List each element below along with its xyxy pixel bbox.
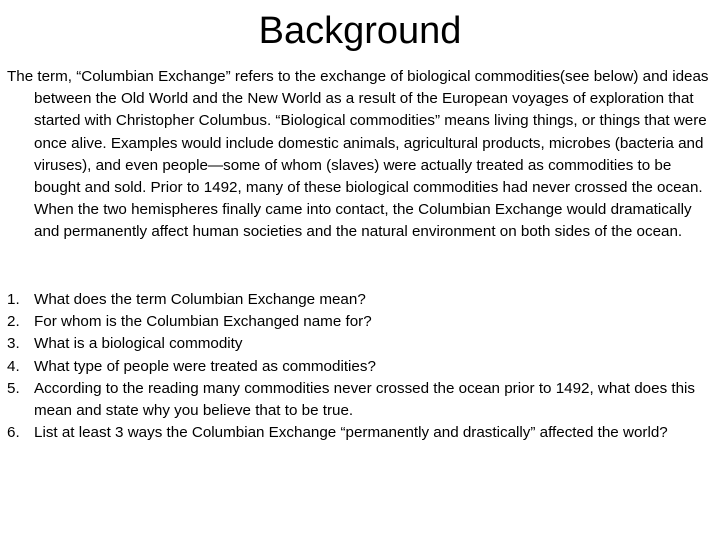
question-list <box>7 289 713 444</box>
question-text: What type of people were treated as commodities? <box>34 357 376 375</box>
question-text: List at least 3 ways the Columbian Exchange “permanently and drastically” affected the world? <box>34 424 668 442</box>
question-item <box>7 311 713 333</box>
question-text: What is a biological commodity <box>34 335 243 353</box>
question-number: 3. <box>7 335 20 353</box>
question-number: 4. <box>7 357 20 375</box>
question-number: 5. <box>7 379 20 397</box>
question-item <box>7 378 713 422</box>
question-item <box>7 333 713 355</box>
question-text: According to the reading many commodities never crossed the ocean prior to 1492, what does this mean and state why you believe that to be true. <box>34 379 696 420</box>
intro-paragraph: The term, “Columbian Exchange” refers to the exchange of biological commodities(see below) and ideas between the Old World and the New World as a result of the European voyages of exploration that started with Christopher Columbus. “Biological commodities” means living things, or things that were once alive. Examples would include domestic animals, agricultural products, microbes (bacteria and viruses), and even people—some of whom (slaves) were actually treated as commodities to be bought and sold. Prior to 1492, many of these biological commodities had never crossed the ocean. When the two hemispheres finally came into contact, the Columbian Exchange would dramatically and permanently affect human societies and the natural environment on both sides of the ocean. <box>7 68 709 241</box>
question-item <box>7 356 713 378</box>
question-number: 6. <box>7 424 20 442</box>
question-text: What does the term Columbian Exchange mean? <box>34 291 366 308</box>
question-item <box>7 289 713 311</box>
question-number: 1. <box>7 291 20 308</box>
question-number: 2. <box>7 313 20 331</box>
question-item <box>7 422 713 444</box>
slide-title: Background <box>258 10 462 52</box>
question-text: For whom is the Columbian Exchanged name for? <box>34 313 372 331</box>
